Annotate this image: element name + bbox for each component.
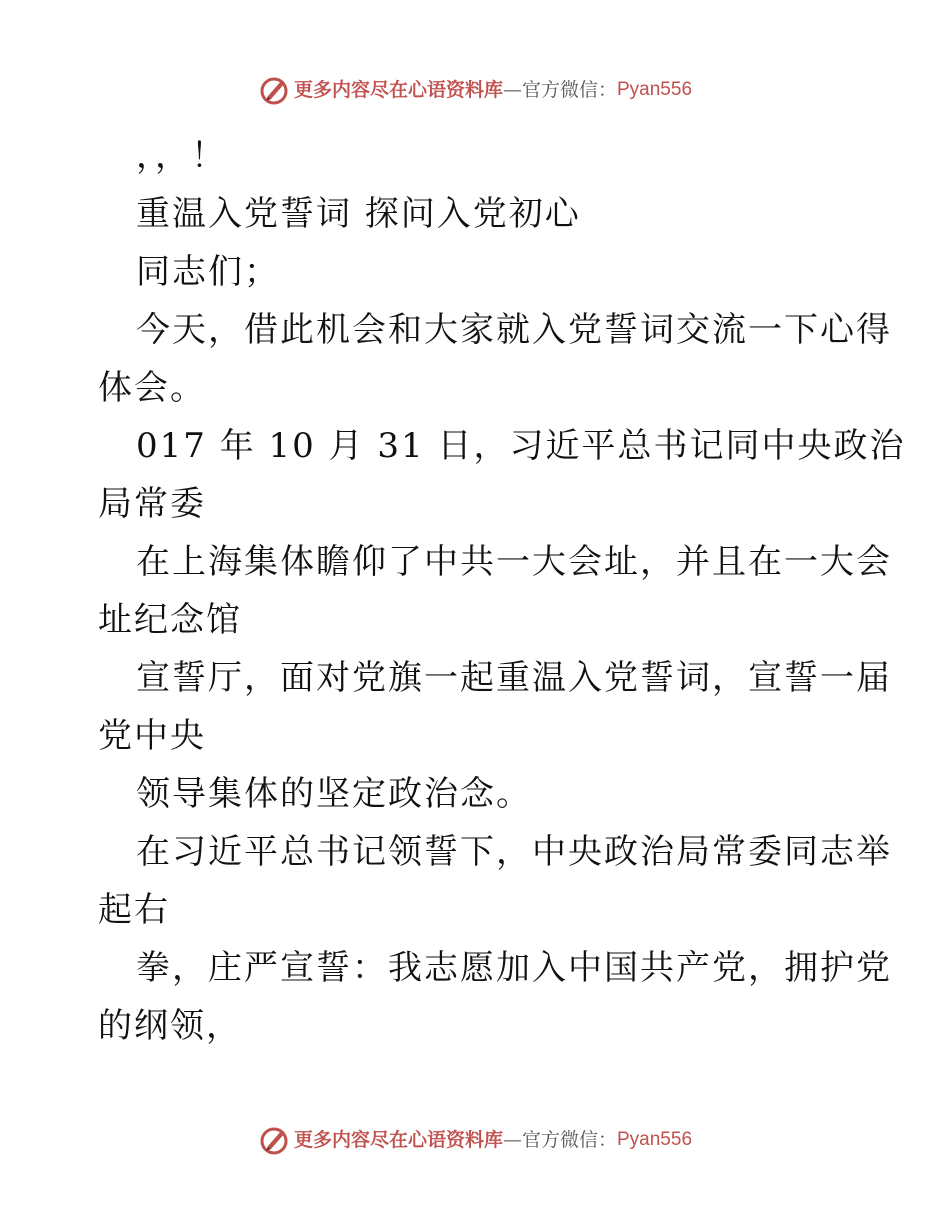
paragraph-line: 起右	[98, 890, 170, 930]
header-banner	[0, 74, 950, 106]
pen-logo-icon	[258, 74, 290, 106]
paragraph-line: 体会。	[98, 368, 206, 408]
footer-banner	[0, 1124, 950, 1156]
paragraph-line: 的纲领，	[98, 1006, 242, 1046]
paragraph-line: 党中央	[98, 716, 206, 756]
wechat-label: 官方微信：	[521, 1129, 617, 1151]
wechat-id: Pyan556	[617, 1129, 693, 1150]
wechat-label: 官方微信：	[521, 79, 617, 101]
paragraph-line: 局常委	[98, 484, 206, 524]
paragraph-line: 拳，庄严宣誓：我志愿加入中国共产党，拥护党	[136, 948, 892, 988]
banner-separator: —	[502, 79, 522, 101]
salutation: 同志们；	[136, 252, 280, 292]
paragraph-line: 017 年 10 月 31 日，习近平总书记同中央政治	[136, 426, 906, 466]
paragraph-line: 在上海集体瞻仰了中共一大会址，并且在一大会	[136, 542, 892, 582]
document-title: 重温入党誓词 探问入党初心	[136, 194, 581, 234]
site-name: 更多内容尽在心语资料库	[293, 1129, 503, 1151]
paragraph-line: 领导集体的坚定政治念。	[136, 774, 532, 814]
pen-logo-icon	[258, 1124, 290, 1156]
paragraph-line: 宣誓厅，面对党旗一起重温入党誓词，宣誓一届	[136, 658, 892, 698]
document-body	[98, 127, 906, 1055]
text-line: ，，！	[136, 136, 227, 176]
site-name: 更多内容尽在心语资料库	[293, 79, 503, 101]
paragraph-line: 在习近平总书记领誓下，中央政治局常委同志举	[136, 832, 892, 872]
paragraph-line: 址纪念馆	[98, 600, 242, 640]
wechat-id: Pyan556	[617, 79, 693, 100]
banner-separator: —	[502, 1129, 522, 1151]
paragraph-line: 今天，借此机会和大家就入党誓词交流一下心得	[136, 310, 892, 350]
